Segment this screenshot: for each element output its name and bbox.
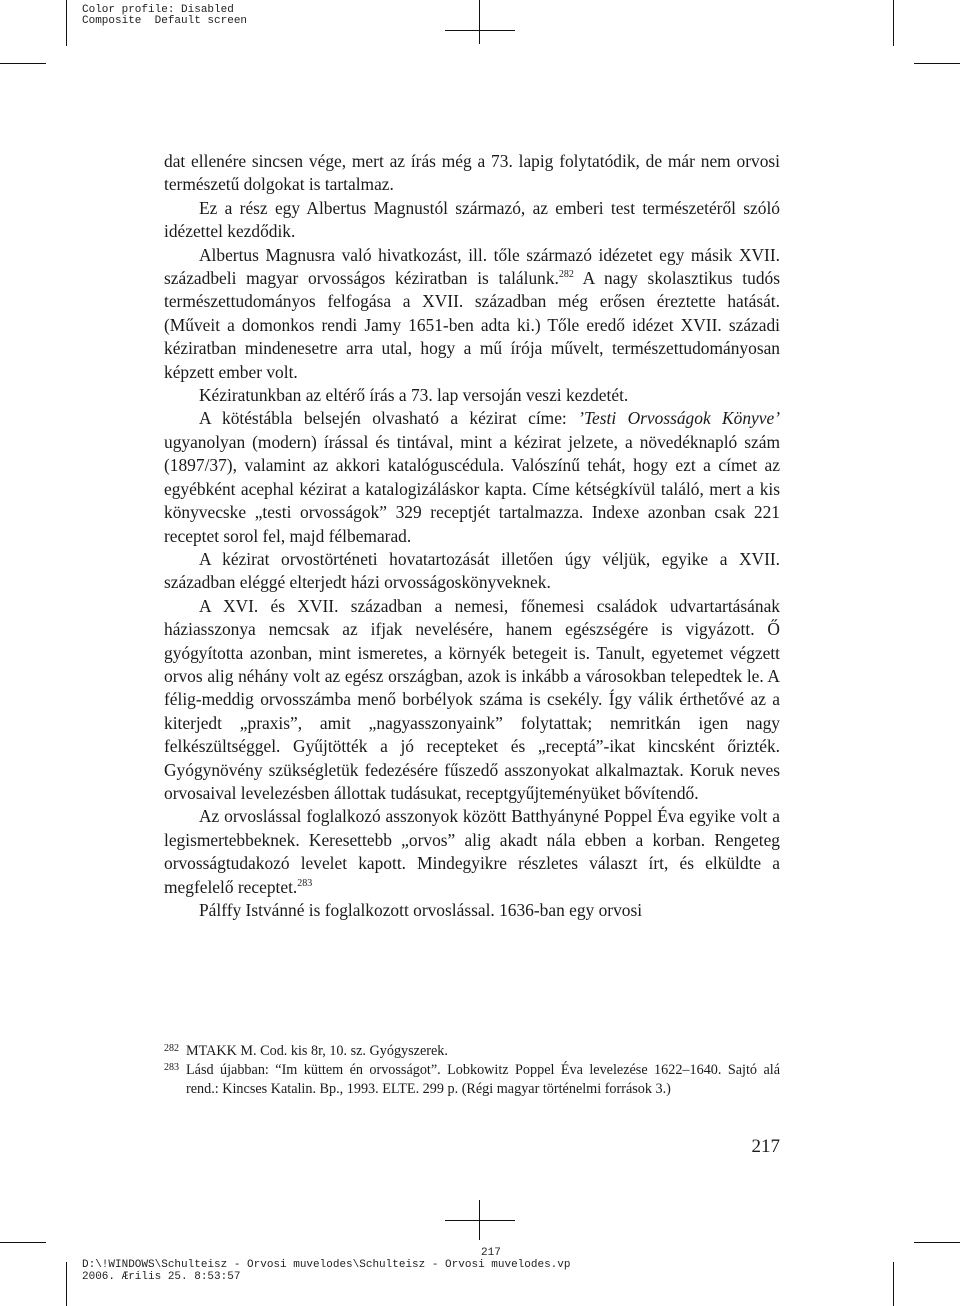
paragraph-2: Ez a rész egy Albertus Magnustól származó, az emberi test természetéről szóló idézettel kezdődik. [164,197,780,242]
paragraph-1: dat ellenére sincsen vége, mert az írás még a 73. lapig folytatódik, de már nem orvosi természetű dolgokat is tartalmaz. [164,151,780,195]
paragraph-8 [164,805,780,899]
footnote-ref-282[interactable]: 282 [558,269,574,281]
paragraph-6: A kézirat orvostörténeti hovatartozását illetően úgy véljük, egyike a XVII. században eléggé elterjedt házi orvosságoskönyveknek. [164,548,780,593]
crop-mark-top-center-h [445,30,515,31]
paragraph-7: A XVI. és XVII. században a nemesi, főnemesi családok udvartartásának háziasszonya nemcsak az ifjak nevelésére, hanem egészségére is vigyázott. Ő gyógyította azonban, mint ismeretes, a környék betegeit is. Tanult, egyetemet végzett orvos alig néhány volt az egész országban, azok is inkább a városokban telepedtek le. A félig-meddig orvosszámba menő borbélyok száma is csekély. Így válik érthetővé az a kiterjedt „praxis”, amit „nagyasszonyaink” folytattak; nemritkán igen nagy felkészültséggel. Gyűjtötték a jó recepteket és „receptá”-ikat kincsként őrizték. Gyógynövény szükségletük fedezésére fűszedő asszonyokat alkalmaztak. Koruk neves orvosaival levelezésben állottak tudásukat, receptgyűjteményüket bővítendő. [164,595,780,803]
crop-mark-top-left-v [66,0,67,46]
page-number: 217 [751,1136,780,1157]
crop-mark-bottom-right-h [914,1242,960,1243]
paragraph-5 [164,407,780,547]
paragraph-9: Pálffy Istvánné is foglalkozott orvoslással. 1636-ban egy orvosi [199,900,643,920]
crop-mark-bottom-left-v [66,1262,67,1306]
paragraph-5-rest: ugyanolyan (modern) írással és tintával, mint a kézirat jelzete, a növedéknapló szám (1897/37), valamint az akkori katalóguscédula. Valószínű tehát, hogy ezt a címet az egyébként acephal kézirat a katalogizáláskor kapta. Címe kétségkívül találó, mert a kis könyvecske „testi orvosságok” 329 receptjét tartalmazza. Indexe azonban csak 221 receptet sorol fel, majd félbemarad. [164,431,780,546]
footnote-text: MTAKK M. Cod. kis 8r, 10. sz. Gyógyszerek. [186,1043,448,1059]
body-text [164,150,780,922]
crop-mark-top-right-h [914,63,960,64]
footnote-number: 283 [164,1062,179,1073]
paragraph-5-lead: A kötéstábla belsején olvasható a kézirat címe: [199,408,579,429]
crop-mark-bottom-left-h [0,1242,46,1243]
footnote-283 [164,1061,780,1098]
paragraph-3-continuation: A nagy skolasztikus tudós természettudományos felfogása a XVII. században még erősen éreztette hatását. (Műveit a domonkos rendi Jamy 1651-ben adta ki.) Tőle eredő idézet XVII. századi kéziratban mindenesetre arra utal, hogy a mű írója művelt, természettudományosan képzett ember volt. [164,268,780,382]
footer-page: 217 [481,1247,501,1259]
paragraph-8-text: Az orvoslással foglalkozó asszonyok között Batthyányné Poppel Éva egyike volt a legismertebbeknek. Keresettebb „orvos” alig akadt nála ebben a korban. Rengeteg orvosságtudakozó levelet kapott. Mindegyikre részletes választ írt, és elküldte a megfelelő receptet. [164,806,780,897]
footnote-282 [164,1042,780,1061]
footer-file-path: D:\!WINDOWS\Schulteisz - Orvosi muvelodes\Schulteisz - Orvosi muvelodes.vp [82,1259,571,1271]
paragraph-4: Kéziratunkban az eltérő írás a 73. lap versoján veszi kezdetét. [199,385,629,406]
composite-line: Composite Default screen [82,15,248,27]
paragraph-3-text: Albertus Magnusra való hivatkozást, ill. tőle származó idézetet egy másik XVII. századbeli magyar orvosságos kéziratban is találunk. [164,244,780,289]
crop-mark-bottom-center-h [445,1220,515,1221]
paragraph-3 [164,244,780,384]
footnote-text: Lásd újabban: “Im küttem én orvosságot”. Lobkowitz Poppel Éva levelezése 1622–1640. Sajtó alá rend.: Kincses Katalin. Bp., 1993. ELTE. 299 p. (Régi magyar történelmi források 3.) [186,1062,780,1097]
crop-mark-top-right-v [893,0,894,46]
footnote-ref-283[interactable]: 283 [297,877,313,889]
footnote-number: 282 [164,1043,179,1054]
crop-mark-top-center-v [479,0,480,44]
book-title: ’Testi Orvosságok Könyve’ [578,408,780,429]
footer-date: 2006. Ærilis 25. 8:53:57 [82,1271,241,1283]
crop-mark-bottom-right-v [893,1262,894,1306]
color-profile-line: Color profile: Disabled [82,4,234,16]
crop-mark-top-left-h [0,63,46,64]
